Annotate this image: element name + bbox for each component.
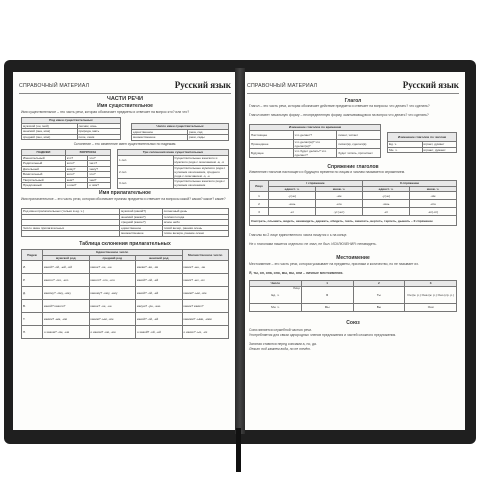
header-subject: Русский язык [174, 80, 231, 90]
table-row [388, 147, 457, 153]
cell: о ком? [65, 183, 87, 189]
table-row [22, 261, 229, 274]
cell: реки, сады [188, 135, 229, 141]
number-header: Число имен существительных [132, 124, 229, 130]
cell: какую? -ую, -юю [136, 300, 183, 313]
cell: пишет, читает [337, 130, 381, 139]
pronoun-definition: Местоимение – это часть речи, которая указывает на предметы, признаки и количество, но не называет их. [249, 262, 419, 266]
cell: П. [22, 326, 43, 339]
cell: единственное [132, 129, 188, 135]
header-cell: 3 [405, 281, 457, 287]
cell: поле, семя [77, 134, 120, 140]
cell: Существительные мужского рода с нулевым окончанием, среднего рода с окончанием -о, -е [173, 165, 229, 178]
cell: играют, думают [422, 147, 457, 153]
cell: ясное небо [162, 220, 228, 226]
adjective-title: Имя прилагательное [99, 190, 151, 196]
cell: что делает? [293, 130, 337, 139]
pronoun-title: Местоимение [336, 255, 370, 261]
header-cell: Число [250, 281, 302, 287]
cell: 1 скл. [118, 155, 174, 165]
cell: Р. [22, 274, 43, 287]
cell: -ит [363, 208, 410, 216]
cell: Винительный [22, 172, 66, 178]
table-row [22, 166, 111, 172]
tense-header: Изменение глаголов по временам [250, 125, 381, 131]
cell: писал(а), сделал(а) [337, 139, 381, 148]
table-row [22, 225, 229, 231]
cell: какая? -ая, -яя [136, 261, 183, 274]
cell: какое? -ое, -ее [89, 300, 136, 313]
cell: В. [22, 300, 43, 313]
cell: Они [405, 303, 457, 311]
cell: 2 [250, 200, 269, 208]
table-row [22, 274, 229, 287]
bookmark-ribbon[interactable] [236, 428, 241, 472]
cell: какой? -ой, -ей [136, 313, 183, 326]
header-ref: СПРАВОЧНЫЙ МАТЕРИАЛ [19, 83, 90, 89]
cell: Настоящее [250, 130, 294, 139]
header-cell: II спряжение [363, 181, 457, 187]
conjunction-title: Союз [346, 320, 360, 326]
section-title: ЧАСТИ РЕЧИ [106, 96, 144, 102]
note-1: Глаголы во 2 лице единственного числа пишутся с ь на конце. [249, 233, 348, 237]
cell: какой? -ой, -ый, -ий [43, 261, 90, 274]
cell: 3 [250, 208, 269, 216]
tense-table [249, 124, 381, 158]
cell: женский (она, моя) [22, 129, 78, 135]
cell: какого? -ого, -его [43, 274, 90, 287]
verb-number-header: Изменение глаголов по числам [388, 133, 457, 142]
pronoun-list: Я, ты, он, она, оно, мы, вы, они – личные местоимения. [249, 271, 344, 275]
pronoun-table [249, 280, 457, 312]
cell: чем? [88, 177, 111, 183]
cell: 3 скл. [118, 178, 174, 188]
table-row [22, 300, 229, 313]
cell: Я [301, 286, 353, 303]
cell: какое? -ое, -ее [89, 261, 136, 274]
cell: кого? [65, 172, 87, 178]
number-table [131, 123, 229, 141]
header-ref: СПРАВОЧНЫЙ МАТЕРИАЛ [247, 83, 318, 89]
header-cell: Множественное число [182, 250, 229, 261]
cell: чему? [88, 166, 111, 172]
header-cell: Единственное число [43, 250, 183, 256]
table-row [250, 216, 457, 226]
three-decl-header: Три склонения имен существительных [118, 150, 229, 156]
cell: Ты [353, 286, 405, 303]
cell: множественное [120, 231, 163, 237]
left-page [13, 72, 237, 430]
cell: кто? [65, 155, 87, 161]
cell: о каком? -ом, -ем [43, 326, 90, 339]
cases-table [21, 149, 111, 189]
cell: Т. [22, 313, 43, 326]
cell: мужской (какой?) [120, 209, 163, 215]
cell: -ете [316, 200, 363, 208]
cell: что будет делать? что сделает? [293, 148, 337, 157]
cell: какой? -ой, -ей [136, 287, 183, 300]
cell: 2 скл. [118, 165, 174, 178]
table-row [118, 178, 229, 188]
cell: кем? [65, 177, 87, 183]
header-cell: 2 [353, 281, 405, 287]
cell: -ет [269, 208, 316, 216]
cell: Мы [301, 303, 353, 311]
cell: -ат(-ят) [410, 208, 457, 216]
cell: о какой? -ой, -ей [136, 326, 183, 339]
header-cell: I спряжение [269, 181, 363, 187]
cell: природа, мать [77, 129, 120, 135]
conjugation-definition: Изменение глаголов настоящего и будущего времени по лицам и числам называется спряжением. [249, 170, 405, 174]
cell: Именительный [22, 155, 66, 161]
conjunction-line-2: Употребляется для связи однородных членов предложения и частей сложного предложения. [249, 333, 397, 337]
cell: множественное [132, 135, 188, 141]
cell: Родительный [22, 161, 66, 167]
cell: -ешь [269, 200, 316, 208]
cell: Существительные женского рода с нулевым окончанием [173, 178, 229, 188]
cell: что? [88, 172, 111, 178]
adjective-table [21, 208, 229, 237]
verb-definition-2: Глагол имеет начальную форму – неопределенную форму, оканчивающуюся на вопрос что делать? что сделать? [249, 113, 429, 117]
verb-title: Глагол [344, 98, 362, 104]
header-cell: Лицо [250, 181, 269, 192]
table-row [250, 148, 381, 157]
table-row [22, 313, 229, 326]
table-row [118, 155, 229, 165]
adjective-declension-title: Таблица склонения прилагательных [79, 241, 171, 247]
cell: Число имен прилагательных [22, 225, 120, 231]
cell: о чём? [88, 183, 111, 189]
table-row [250, 130, 381, 139]
cell: Творительный [22, 177, 66, 183]
table-row [118, 165, 229, 178]
header-cell: единст. ч. [269, 186, 316, 192]
header-cell: множ. ч. [316, 186, 363, 192]
noun-title: Имя существительное [97, 103, 153, 109]
cell: И. [22, 261, 43, 274]
cell: будет читать, прочитает [337, 148, 381, 157]
cell: какого? -ого, -его [89, 274, 136, 287]
cell: каким? -ым, -им [182, 287, 229, 300]
noun-definition: Имя существительное – это часть речи, которая обозначает предметы и отвечает на вопрос кто? или что? [21, 110, 190, 114]
table-row [250, 208, 457, 216]
cell: Прошедшее [250, 139, 294, 148]
cell: какие? каких? [182, 300, 229, 313]
gender-header: Род имен существительных [22, 118, 121, 124]
exception-cell: Смотреть, слышать, видеть, ненавидеть, держать, обидеть, гнать, зависеть, вертеть, терпеть, дышать – II спряжение [250, 216, 457, 226]
cell: тихие вечера, ранние осени [162, 231, 228, 237]
cell: мужской (он, мой) [22, 123, 78, 129]
cell: Предложный [22, 183, 66, 189]
cell: какие? -ые, -ие [182, 261, 229, 274]
cell: о каком? -ом, -ем [89, 326, 136, 339]
cell: Он (м. р.) Она (ж. р.) Оно (ср. р.) [405, 286, 457, 303]
cell: о каких? -ых, -их [182, 326, 229, 339]
table-row [22, 326, 229, 339]
left-page-header [19, 80, 231, 94]
header-cell: Падеж [22, 250, 43, 261]
gender-table [21, 117, 121, 140]
cell: 1 [250, 192, 269, 200]
cell: -у(-ю) [269, 192, 316, 200]
cell: каким? -ым, -им [43, 313, 90, 326]
person-label: Лицо [293, 286, 300, 290]
cell: Существительные женского и мужского рода с окончанием -а, -я [173, 155, 229, 165]
table-row [22, 287, 229, 300]
conjunction-line-1: Союз является служебной частью речи. [249, 328, 312, 332]
header-cell: средний род [89, 255, 136, 261]
table-row [250, 139, 381, 148]
cell: -ишь [363, 200, 410, 208]
header-cell: женский род [136, 255, 183, 261]
notebook-spine [235, 68, 245, 434]
cell: единственное [120, 225, 163, 231]
verb-definition: Глагол – это часть речи, которая обозначает действие предмета и отвечает на вопросы: что делать? что сделать? [249, 104, 430, 108]
cell: Род имен прилагательных (только в ед. ч.) [22, 209, 120, 215]
cell: река, сад [188, 129, 229, 135]
table-row [132, 135, 229, 141]
cell: -ут(-ют) [316, 208, 363, 216]
header-subject: Русский язык [402, 80, 459, 90]
cell: что? [88, 155, 111, 161]
adjective-declension-table [21, 249, 229, 339]
table-row [22, 231, 229, 237]
cell: -у(-ю) [363, 192, 410, 200]
header-cell: мужской род [43, 255, 90, 261]
table-row [22, 134, 121, 140]
note-2: Не с глаголами пишется отдельно: не знал, не был. ИСКЛЮЧЕНИЯ: ненавидеть. [249, 242, 377, 246]
right-page [241, 72, 465, 430]
cell: Д. [22, 287, 43, 300]
cell: Вы [353, 303, 405, 311]
conjunction-line-4: Лежит под камнем вода, но не течёт. [249, 347, 312, 351]
cell: теплая погода [162, 214, 228, 220]
cell: женский (какая?) [120, 214, 163, 220]
cell: средний (какое?) [120, 220, 163, 226]
cell: каких? -ых, -их [182, 274, 229, 287]
header-cell: 1 [301, 281, 353, 287]
cell: кому? [65, 166, 87, 172]
cell: -ите [410, 200, 457, 208]
cell: Ед. ч. [388, 142, 423, 148]
right-page-header [247, 80, 459, 94]
cell: Будущее [250, 148, 294, 157]
cell: лесник, конь [77, 123, 120, 129]
cell: солнечный день [162, 209, 228, 215]
conjugation-table [249, 180, 457, 226]
cell: Мн. ч. [250, 303, 302, 311]
table-row [250, 200, 457, 208]
header-cell: множ. ч. [410, 186, 457, 192]
cell: чего? [88, 161, 111, 167]
cell: какому? -ому, -ему [43, 287, 90, 300]
table-row [250, 303, 457, 311]
three-declensions-table [117, 149, 229, 189]
cell: какой? какого? [43, 300, 90, 313]
cell: тихий вечер, ранняя осень [162, 225, 228, 231]
cases-header: ПАДЕЖИ [22, 150, 66, 156]
cell: Дательный [22, 166, 66, 172]
cell: Мн. ч. [388, 147, 423, 153]
cell: какому? -ому, -ему [89, 287, 136, 300]
header-cell: единст. ч. [363, 186, 410, 192]
cell: каким? -ым, -им [89, 313, 136, 326]
cell: играет, думает [422, 142, 457, 148]
table-row [22, 183, 111, 189]
questions-header: ВОПРОСЫ [65, 150, 110, 156]
adjective-definition: Имя прилагательное – это часть речи, которая обозначает признак предмета и отвечает на вопросы какой? какая? какое? какие? [21, 197, 226, 201]
table-row [250, 192, 457, 200]
conjunction-line-3: Запятая ставится перед союзами а, но, да. [249, 342, 317, 346]
cell: Ед. ч. [250, 286, 302, 303]
cell: -им [410, 192, 457, 200]
cell: что делал(а)? что сделал(а)? [293, 139, 337, 148]
cell: кого? [65, 161, 87, 167]
declension-note: Склонение – это изменение имен существительных по падежам. [73, 142, 177, 146]
conjugation-title: Спряжение глаголов [327, 164, 379, 170]
cell: какой? -ой, -ей [136, 274, 183, 287]
cell: какими? -ыми, -ими [182, 313, 229, 326]
table-row [250, 286, 457, 303]
verb-number-table [387, 132, 457, 153]
cell: средний (оно, моё) [22, 134, 78, 140]
cell [22, 231, 120, 237]
cell: -ем [316, 192, 363, 200]
